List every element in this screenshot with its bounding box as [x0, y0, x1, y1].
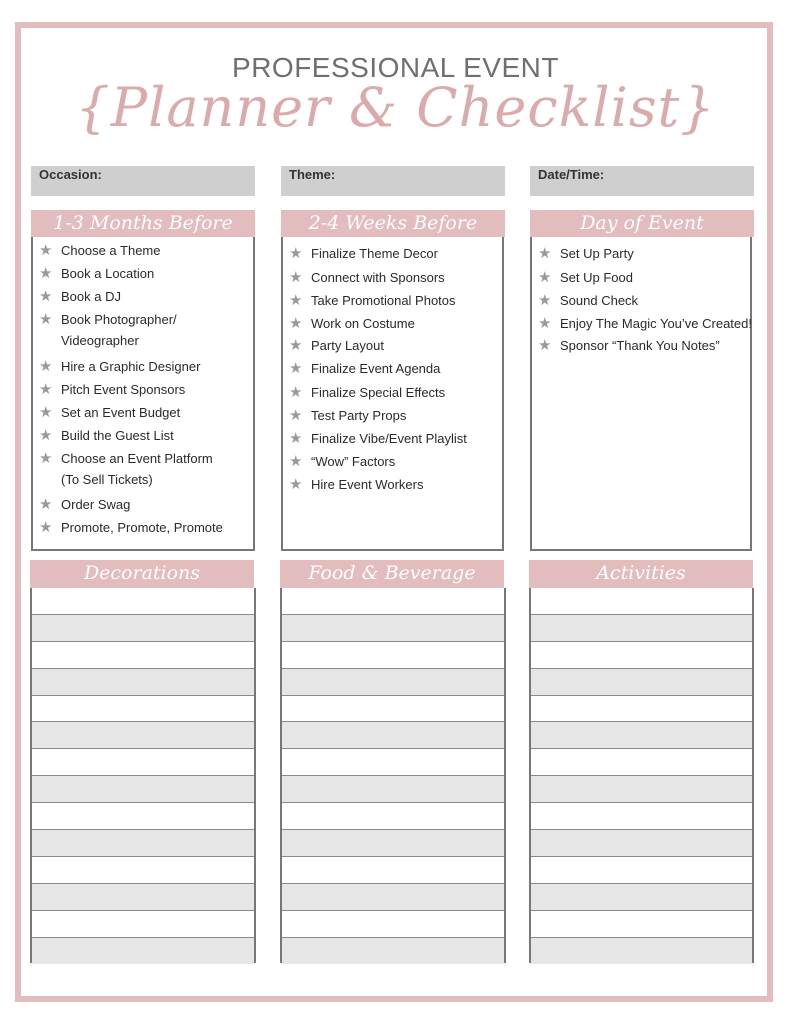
star-icon: ★ [538, 269, 552, 286]
list-item[interactable]: ★ Build the Guest List [39, 427, 174, 444]
star-icon: ★ [39, 427, 53, 444]
star-icon: ★ [289, 315, 303, 332]
list-item[interactable]: ★ Sound Check [538, 292, 639, 309]
list-item[interactable]: ★ Hire a Graphic Designer [39, 358, 201, 375]
checklist-heading: 2-4 Weeks Before [281, 210, 505, 237]
list-item[interactable]: ★ Set Up Party [538, 245, 634, 262]
star-icon: ★ [289, 384, 303, 401]
star-icon: ★ [39, 381, 53, 398]
list-item[interactable]: ★ Choose a Theme [39, 242, 161, 259]
checklist-day-of-event [530, 210, 754, 237]
checklist-heading: Day of Event [530, 210, 754, 237]
table-row[interactable] [282, 615, 504, 642]
list-item[interactable]: ★ Finalize Vibe/Event Playlist [289, 430, 467, 447]
list-item[interactable]: ★ Take Promotional Photos [289, 292, 456, 309]
table-row[interactable] [32, 884, 254, 911]
table-row[interactable] [282, 857, 504, 884]
table-row[interactable] [282, 830, 504, 857]
list-item[interactable]: ★ Sponsor “Thank You Notes” [538, 337, 720, 354]
star-icon: ★ [289, 292, 303, 309]
list-item[interactable]: ★ Finalize Theme Decor [289, 245, 438, 262]
star-icon: ★ [538, 337, 552, 354]
table-row[interactable] [32, 776, 254, 803]
list-item[interactable]: ★ Book a Location [39, 265, 155, 282]
checklist-box-1 [31, 237, 255, 551]
star-icon: ★ [289, 407, 303, 424]
table-row[interactable] [32, 615, 254, 642]
star-icon: ★ [289, 269, 303, 286]
table-row[interactable] [282, 911, 504, 938]
table-decorations [30, 560, 254, 588]
table-row[interactable] [531, 696, 752, 723]
table-decorations-rows [30, 588, 256, 963]
title-top: PROFESSIONAL EVENT [232, 52, 559, 83]
list-item-continued: (To Sell Tickets) [61, 472, 153, 487]
checklist-box-3 [530, 237, 752, 551]
table-row[interactable] [531, 857, 752, 884]
list-item[interactable]: ★ “Wow” Factors [289, 453, 396, 470]
star-icon: ★ [39, 265, 53, 282]
checklist-heading: 1-3 Months Before [31, 210, 255, 237]
table-row[interactable] [32, 857, 254, 884]
star-icon: ★ [39, 519, 53, 536]
list-item[interactable]: ★ Order Swag [39, 496, 131, 513]
list-item[interactable]: ★ Finalize Event Agenda [289, 360, 441, 377]
star-icon: ★ [289, 476, 303, 493]
table-row[interactable] [531, 830, 752, 857]
star-icon: ★ [538, 292, 552, 309]
table-row[interactable] [282, 749, 504, 776]
table-row[interactable] [32, 722, 254, 749]
table-row[interactable] [282, 669, 504, 696]
table-row[interactable] [282, 642, 504, 669]
table-row[interactable] [531, 615, 752, 642]
table-row[interactable] [531, 938, 752, 965]
star-icon: ★ [39, 358, 53, 375]
table-row[interactable] [32, 588, 254, 615]
table-row[interactable] [531, 588, 752, 615]
table-heading: Decorations [30, 560, 254, 588]
table-row[interactable] [32, 803, 254, 830]
star-icon: ★ [289, 337, 303, 354]
table-row[interactable] [282, 776, 504, 803]
list-item[interactable]: ★ Test Party Props [289, 407, 407, 424]
table-row[interactable] [32, 830, 254, 857]
list-item[interactable]: ★ Connect with Sponsors [289, 269, 445, 286]
checklist-box-2 [281, 237, 504, 551]
table-row[interactable] [32, 938, 254, 965]
star-icon: ★ [39, 311, 53, 328]
star-icon: ★ [39, 242, 53, 259]
list-item[interactable]: ★ Set Up Food [538, 269, 633, 286]
table-row[interactable] [531, 669, 752, 696]
star-icon: ★ [39, 450, 53, 467]
table-row[interactable] [282, 803, 504, 830]
table-activities-rows [529, 588, 754, 963]
table-row[interactable] [282, 696, 504, 723]
table-row[interactable] [32, 749, 254, 776]
table-activities [529, 560, 753, 588]
list-item[interactable]: ★ Choose an Event Platform [39, 450, 213, 467]
theme-field[interactable]: Theme: [281, 166, 505, 196]
occasion-field[interactable]: Occasion: [31, 166, 255, 196]
list-item[interactable]: ★ Promote, Promote, Promote [39, 519, 223, 536]
list-item[interactable]: ★ Pitch Event Sponsors [39, 381, 186, 398]
title-script: {Planner & Checklist} [75, 76, 716, 139]
table-food-beverage-rows [280, 588, 506, 963]
table-row[interactable] [32, 696, 254, 723]
table-row[interactable] [32, 911, 254, 938]
list-item[interactable]: ★ Party Layout [289, 337, 384, 354]
star-icon: ★ [289, 453, 303, 470]
star-icon: ★ [538, 245, 552, 262]
checklist-2-4-weeks [281, 210, 505, 237]
list-item[interactable]: ★ Enjoy The Magic You’ve Created! [538, 315, 752, 332]
table-heading: Activities [529, 560, 753, 588]
table-row[interactable] [531, 749, 752, 776]
table-food-beverage [280, 560, 504, 588]
star-icon: ★ [39, 288, 53, 305]
star-icon: ★ [289, 245, 303, 262]
date-time-field[interactable]: Date/Time: [530, 166, 754, 196]
table-row[interactable] [531, 911, 752, 938]
table-row[interactable] [531, 884, 752, 911]
list-item[interactable]: ★ Book Photographer/ [39, 311, 177, 328]
table-row[interactable] [282, 938, 504, 965]
star-icon: ★ [39, 404, 53, 421]
table-row[interactable] [531, 776, 752, 803]
table-row[interactable] [282, 588, 504, 615]
star-icon: ★ [538, 315, 552, 332]
table-row[interactable] [32, 642, 254, 669]
table-heading: Food & Beverage [280, 560, 504, 588]
table-row[interactable] [531, 722, 752, 749]
star-icon: ★ [289, 430, 303, 447]
table-row[interactable] [531, 642, 752, 669]
checklist-1-3-months [31, 210, 255, 237]
table-row[interactable] [32, 669, 254, 696]
list-item[interactable]: ★ Hire Event Workers [289, 476, 424, 493]
list-item[interactable]: ★ Book a DJ [39, 288, 121, 305]
table-row[interactable] [282, 722, 504, 749]
star-icon: ★ [39, 496, 53, 513]
list-item-continued: Videographer [61, 333, 139, 348]
list-item[interactable]: ★ Work on Costume [289, 315, 415, 332]
list-item[interactable]: ★ Finalize Special Effects [289, 384, 446, 401]
table-row[interactable] [282, 884, 504, 911]
table-row[interactable] [531, 803, 752, 830]
star-icon: ★ [289, 360, 303, 377]
list-item[interactable]: ★ Set an Event Budget [39, 404, 181, 421]
